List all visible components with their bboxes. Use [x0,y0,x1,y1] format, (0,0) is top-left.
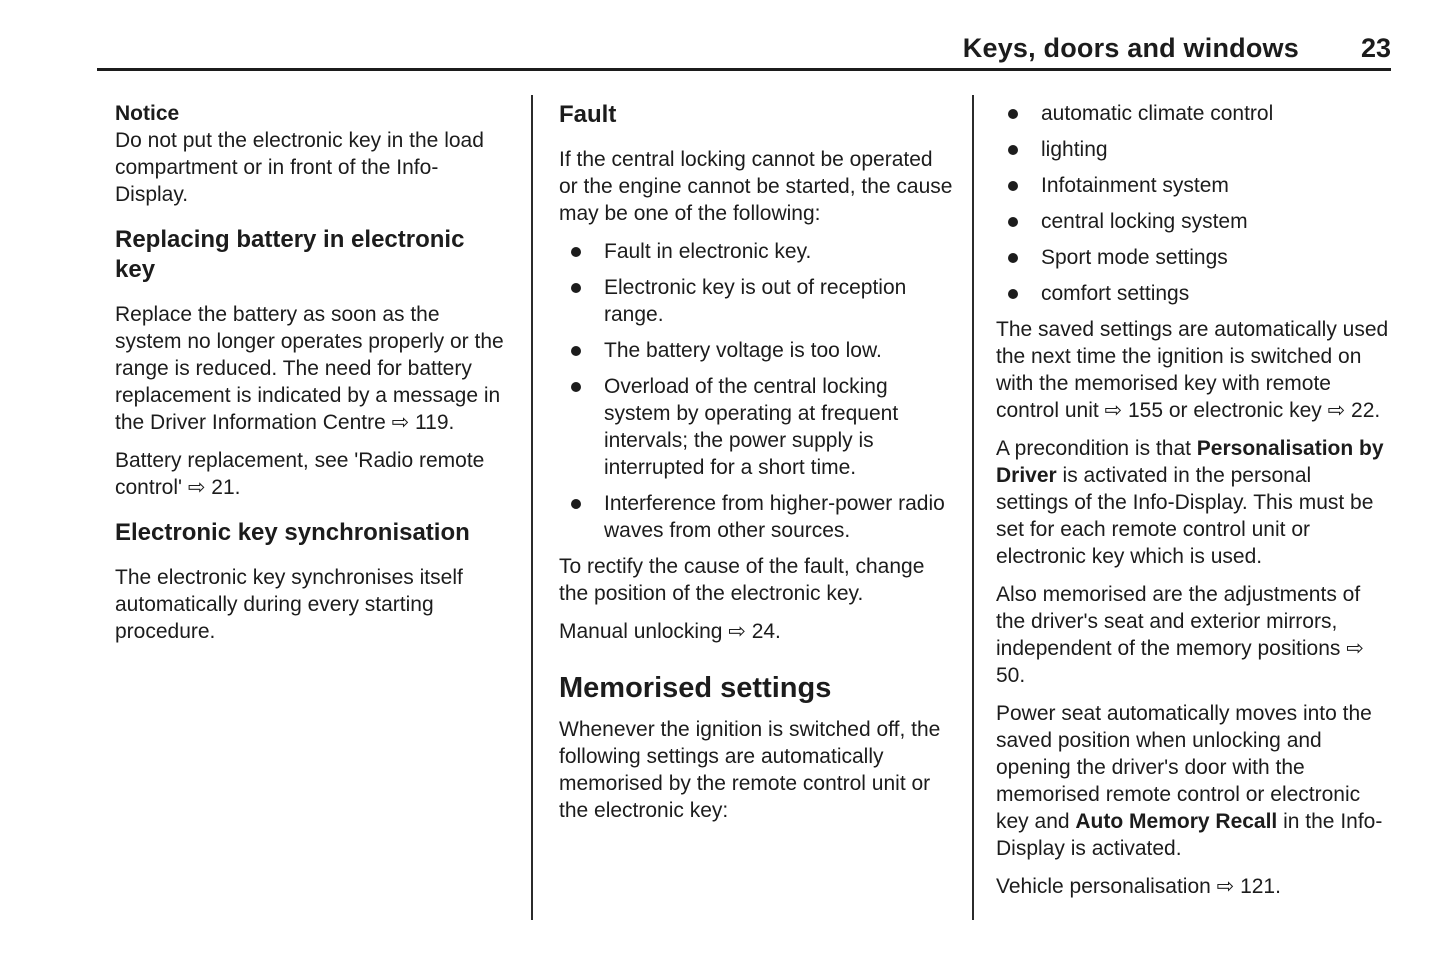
bullet-icon [571,283,581,293]
bullet-icon [571,499,581,509]
heading-replacing-battery: Replacing battery in electronic key [115,226,465,283]
memorised-settings-list [996,100,1389,307]
list-item-text: comfort settings [1041,282,1190,305]
paragraph-power-seat [996,700,1389,862]
bullet-icon [1008,181,1018,191]
list-item-text: Infotainment system [1041,174,1229,197]
bullet-icon [1008,253,1018,263]
bullet-icon [1008,217,1018,227]
paragraph-battery-replacement-ref: Battery replacement, see 'Radio remote control' ⇨ 21. [115,449,485,499]
bullet-icon [571,247,581,257]
heading-key-synchronisation: Electronic key synchronisation [115,519,470,546]
list-item [996,280,1389,307]
content-columns [97,95,1391,920]
heading-memorised-settings: Memorised settings [559,672,832,704]
list-item [996,172,1389,199]
paragraph-also-memorised: Also memorised are the adjustments of the driver's seat and exterior mirrors, independent of the memory positions ⇨ 50. [996,583,1364,687]
bullet-icon [1008,145,1018,155]
paragraph-memorised-intro: Whenever the ignition is switched off, the following settings are automatically memorised by the remote control unit or the electronic key: [559,718,941,822]
list-item-text: Fault in electronic key. [604,240,812,263]
list-item [559,238,954,265]
list-item [559,373,954,481]
paragraph-manual-unlocking: Manual unlocking ⇨ 24. [559,620,781,643]
heading-fault: Fault [559,101,617,128]
column-middle [531,95,972,920]
paragraph-fault-intro: If the central locking cannot be operated or the engine cannot be started, the cause may be one of the following: [559,148,953,225]
list-item [996,208,1389,235]
fault-causes-list [559,238,954,544]
bold-term-personalisation: Personalisation by Driver [996,437,1384,487]
column-right [972,95,1391,920]
paragraph-vehicle-personalisation: Vehicle personalisation ⇨ 121. [996,875,1281,898]
list-item [559,337,954,364]
list-item-text: automatic climate control [1041,102,1274,125]
paragraph-replace-battery: Replace the battery as soon as the system no longer operates properly or the range is reduced. The need for battery replacement is indicated by a message in the Driver Information Centre ⇨ 119. [115,303,504,434]
notice-heading: Notice [115,102,180,125]
page-title: Keys, doors and windows [962,33,1299,63]
list-item [559,274,954,328]
paragraph-text: in the Info-Display is activated. [996,810,1383,860]
list-item [996,244,1389,271]
list-item-text: central locking system [1041,210,1248,233]
paragraph-saved-settings: The saved settings are automatically used the next time the ignition is switched on with the memorised key with remote control unit ⇨ 155 or electronic key ⇨ 22. [996,318,1389,422]
page-number: 23 [1360,33,1391,63]
bold-term-auto-memory-recall: Auto Memory Recall [1075,810,1278,833]
bullet-icon [571,346,581,356]
list-item-text: Electronic key is out of reception range. [604,276,907,326]
notice-text: Do not put the electronic key in the load compartment or in front of the Info-Display. [115,129,484,206]
paragraph-synchronisation: The electronic key synchronises itself automatically during every starting procedure. [115,566,463,643]
list-item-text: lighting [1041,138,1108,161]
list-item-text: Sport mode settings [1041,246,1228,269]
column-left [97,95,531,920]
bullet-icon [1008,109,1018,119]
list-item [559,490,954,544]
bullet-icon [1008,289,1018,299]
page-header [97,0,1391,71]
paragraph-rectify: To rectify the cause of the fault, change the position of the electronic key. [559,555,925,605]
paragraph-text: is activated in the personal settings of the Info-Display. This must be set for each remote control unit or electronic key which is used. [996,464,1374,568]
list-item [996,100,1389,127]
paragraph-text: A precondition is that [996,437,1197,460]
paragraph-precondition [996,435,1389,570]
list-item-text: The battery voltage is too low. [604,339,882,362]
list-item-text: Interference from higher-power radio waves from other sources. [604,492,945,542]
bullet-icon [571,382,581,392]
list-item [996,136,1389,163]
list-item-text: Overload of the central locking system by operating at frequent intervals; the power supply is interrupted for a short time. [604,375,899,479]
paragraph-text: Power seat automatically moves into the saved position when unlocking and opening the driver's door with the memorised remote control or electronic key and [996,702,1372,833]
